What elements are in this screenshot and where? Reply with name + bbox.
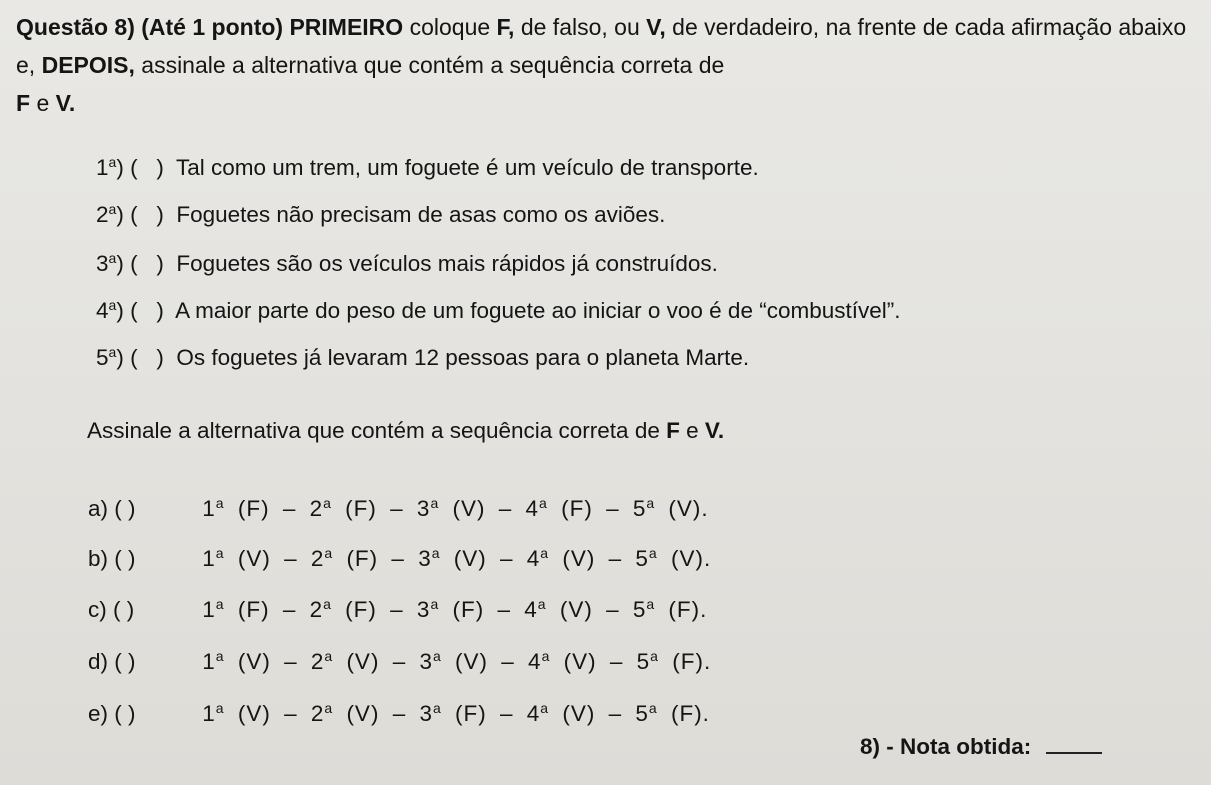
answer-blank[interactable]: ( ): [130, 202, 164, 227]
alternative-sequence: 1$^a$ (F) – 2$^a$ (F) – 3$^a$ (F) – 4$^a$ (V) – 5$^a$ (F).: [202, 596, 708, 622]
alternative-sequence: 1$^a$ (V) – 2$^a$ (F) – 3$^a$ (V) – 4$^a$ (V) – 5$^a$ (V).: [202, 545, 712, 571]
alternative-letter[interactable]: c) ( ): [88, 597, 135, 622]
statement-number: 2: [96, 202, 109, 227]
ordinal-mark: a: [108, 344, 117, 360]
alternative-letter[interactable]: b) ( ): [88, 546, 136, 571]
answer-blank[interactable]: ( ): [130, 298, 164, 323]
alternative-sequence: 1$^a$ (V) – 2$^a$ (V) – 3$^a$ (F) – 4$^a$ (V) – 5$^a$ (F).: [202, 700, 710, 726]
alternative-letter[interactable]: a) ( ): [88, 496, 136, 521]
statement-text: Tal como um trem, um foguete é um veículo de transporte.: [175, 155, 759, 180]
grade-line: [860, 734, 1102, 760]
header-text-2: de falso, ou: [520, 14, 640, 40]
statement-1: 1$^a$) ( ) Tal como um trem, um foguete é um veículo de transporte.: [96, 147, 759, 183]
emphasis-v-2: V.: [55, 90, 76, 116]
alternative-letter[interactable]: e) ( ): [88, 701, 136, 726]
statement-text: Foguetes são os veículos mais rápidos já construídos.: [176, 251, 718, 276]
emphasis-depois: DEPOIS,: [41, 52, 135, 78]
emphasis-f: F,: [496, 14, 515, 40]
answer-blank[interactable]: ( ): [130, 345, 164, 370]
instruction-e: e: [686, 418, 699, 443]
grade-label: 8) - Nota obtida:: [860, 734, 1032, 759]
statement-text: Os foguetes já levaram 12 pessoas para o planeta Marte.: [176, 345, 750, 370]
statement-text: Foguetes não precisam de asas como os aviões.: [176, 202, 666, 227]
alternative-a[interactable]: [88, 488, 709, 524]
question-header: [16, 8, 1196, 122]
instruction: [87, 416, 724, 446]
statement-number: 4: [96, 298, 109, 323]
ordinal-mark: a: [108, 201, 117, 217]
statement-5: 5$^a$) ( ) Os foguetes já levaram 12 pessoas para o planeta Marte.: [96, 337, 749, 373]
statement-number: 5: [96, 345, 109, 370]
alternative-e[interactable]: [88, 693, 710, 729]
alternative-b[interactable]: [88, 538, 711, 574]
grade-blank[interactable]: [1046, 734, 1102, 754]
ordinal-mark: a: [108, 154, 117, 170]
statement-number: 1: [96, 155, 109, 180]
emphasis-primeiro: PRIMEIRO: [289, 14, 404, 40]
statement-4: 4$^a$) ( ) A maior parte do peso de um foguete ao iniciar o voo é de “combustível”.: [96, 290, 901, 326]
instruction-v: V.: [704, 418, 725, 443]
answer-blank[interactable]: ( ): [130, 251, 164, 276]
header-text-1: coloque: [409, 14, 491, 40]
alternative-sequence: 1$^a$ (V) – 2$^a$ (V) – 3$^a$ (V) – 4$^a$ (V) – 5$^a$ (F).: [202, 648, 712, 674]
alternative-c[interactable]: [88, 589, 707, 625]
alternative-d[interactable]: [88, 641, 711, 677]
ordinal-mark: a: [108, 250, 117, 266]
emphasis-f-2: F: [16, 90, 31, 116]
instruction-text: Assinale a alternativa que contém a sequência correta de: [87, 418, 660, 443]
instruction-f: F: [666, 418, 680, 443]
header-text-5: e: [36, 90, 50, 116]
statement-number: 3: [96, 251, 109, 276]
statement-2: 2$^a$) ( ) Foguetes não precisam de asas como os aviões.: [96, 194, 665, 230]
alternative-sequence: 1$^a$ (F) – 2$^a$ (F) – 3$^a$ (V) – 4$^a$ (F) – 5$^a$ (V).: [202, 495, 709, 521]
statement-text: A maior parte do peso de um foguete ao iniciar o voo é de “combustível”.: [175, 298, 901, 323]
statement-3: 3$^a$) ( ) Foguetes são os veículos mais rápidos já construídos.: [96, 243, 718, 279]
emphasis-v: V,: [646, 14, 666, 40]
question-label: Questão 8) (Até 1 ponto): [16, 14, 284, 40]
answer-blank[interactable]: ( ): [130, 155, 164, 180]
ordinal-mark: a: [108, 297, 117, 313]
alternative-letter[interactable]: d) ( ): [88, 649, 136, 674]
header-text-3: de verdadeiro, na frente de cada afirmação abaixo e,: [16, 14, 1187, 78]
header-text-4: assinale a alternativa que contém a sequência correta de: [141, 52, 725, 78]
